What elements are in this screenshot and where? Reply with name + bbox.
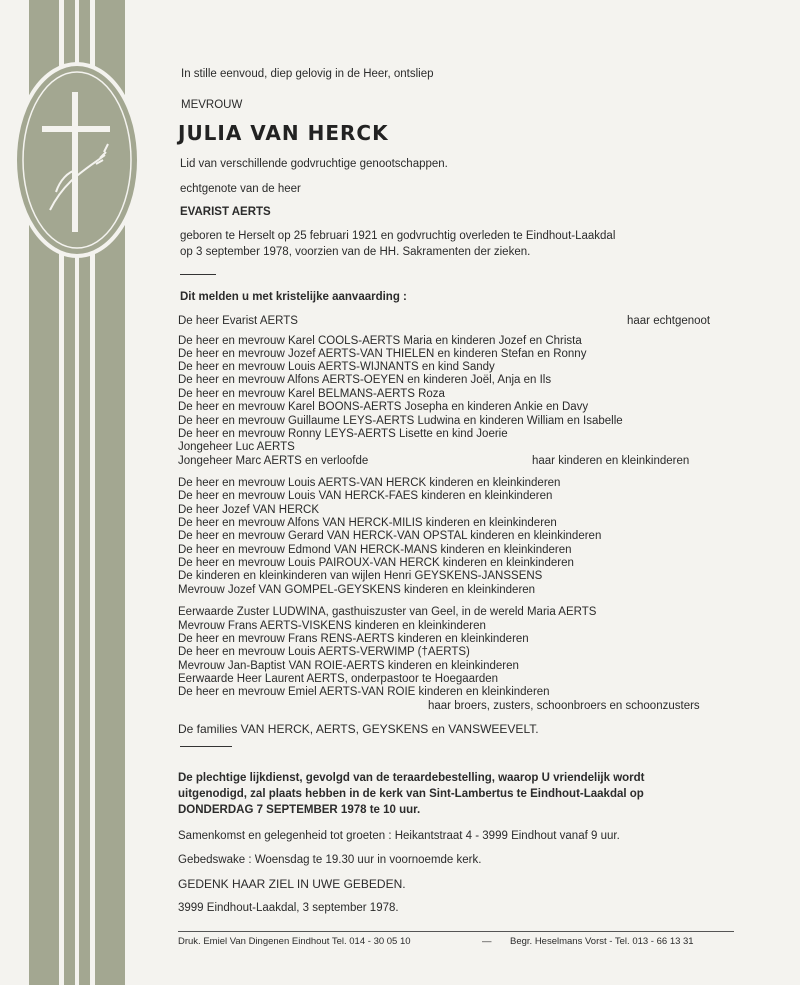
list-item: De heer en mevrouw Alfons VAN HERCK-MILIS kinderen en kleinkinderen: [178, 517, 557, 529]
list-item: De heer en mevrouw Louis AERTS-VERWIMP (†AERTS): [178, 646, 470, 658]
list-item: De heer en mevrouw Karel BOONS-AERTS Josepha en kinderen Ankie en Davy: [178, 401, 589, 413]
list-item: Mevrouw Jan-Baptist VAN ROIE-AERTS kinderen en kleinkinderen: [178, 660, 519, 672]
list-item: De heer Jozef VAN HERCK: [178, 504, 320, 516]
memorial-medallion: [10, 60, 145, 260]
remember-line: GEDENK HAAR ZIEL IN UWE GEBEDEN.: [178, 877, 406, 891]
list-item: Jongeheer Marc AERTS en verloofde: [178, 455, 369, 467]
husband-name: De heer Evarist AERTS: [178, 315, 298, 327]
announcement-heading: Dit melden u met kristelijke aanvaarding :: [180, 291, 407, 303]
title-prefix: MEVROUW: [181, 99, 243, 111]
families-line: De families VAN HERCK, AERTS, GEYSKENS en VANSWEEVELT.: [178, 722, 539, 736]
list-item: De heer en mevrouw Louis AERTS-WIJNANTS en kind Sandy: [178, 361, 495, 373]
footer-funeral-home: Begr. Heselmans Vorst - Tel. 013 - 66 13 31: [510, 936, 694, 947]
list-item: Jongeheer Luc AERTS: [178, 441, 295, 453]
footer-dash: —: [482, 936, 492, 947]
list-item: De heer en mevrouw Louis PAIROUX-VAN HERCK kinderen en kleinkinderen: [178, 557, 574, 569]
divider: [180, 274, 216, 275]
footer-printer: Druk. Emiel Van Dingenen Eindhout Tel. 014 - 30 05 10: [178, 936, 411, 947]
spouse-intro: echtgenote van de heer: [180, 183, 301, 195]
list-item: De heer en mevrouw Edmond VAN HERCK-MANS kinderen en kleinkinderen: [178, 544, 572, 556]
list-item: De heer en mevrouw Louis VAN HERCK-FAES kinderen en kleinkinderen: [178, 490, 553, 502]
list-item: Eerwaarde Heer Laurent AERTS, onderpastoor te Hoegaarden: [178, 673, 499, 685]
service-line-2: uitgenodigd, zal plaats hebben in de kerk van Sint-Lambertus te Eindhout-Laakdal op: [178, 788, 644, 800]
service-line-1: De plechtige lijkdienst, gevolgd van de teraardebestelling, waarop U vriendelijk wordt: [178, 772, 645, 784]
service-line-3: DONDERDAG 7 SEPTEMBER 1978 te 10 uur.: [178, 804, 421, 816]
membership-line: Lid van verschillende godvruchtige genootschappen.: [180, 158, 448, 170]
children-role: haar kinderen en kleinkinderen: [532, 455, 690, 467]
place-date: 3999 Eindhout-Laakdal, 3 september 1978.: [178, 902, 399, 914]
divider: [180, 746, 232, 747]
list-item: De heer en mevrouw Guillaume LEYS-AERTS Ludwina en kinderen William en Isabelle: [178, 415, 623, 427]
spouse-name: EVARIST AERTS: [180, 206, 271, 218]
birth-line-1: geboren te Herselt op 25 februari 1921 en godvruchtig overleden te Eindhout-Laakdal: [180, 230, 616, 242]
list-item: De heer en mevrouw Karel BELMANS-AERTS Roza: [178, 388, 445, 400]
footer-divider: [178, 931, 734, 932]
list-item: De heer en mevrouw Jozef AERTS-VAN THIELEN en kinderen Stefan en Ronny: [178, 348, 587, 360]
list-item: De heer en mevrouw Frans RENS-AERTS kinderen en kleinkinderen: [178, 633, 529, 645]
in-laws-role: haar broers, zusters, schoonbroers en schoonzusters: [428, 700, 700, 712]
list-item: De heer en mevrouw Louis AERTS-VAN HERCK kinderen en kleinkinderen: [178, 477, 561, 489]
birth-line-2: op 3 september 1978, voorzien van de HH. Sakramenten der zieken.: [180, 246, 531, 258]
deceased-name: JULIA VAN HERCK: [178, 121, 389, 145]
list-item: Eerwaarde Zuster LUDWINA, gasthuiszuster van Geel, in de wereld Maria AERTS: [178, 606, 597, 618]
list-item: De kinderen en kleinkinderen van wijlen Henri GEYSKENS-JANSSENS: [178, 570, 543, 582]
intro-line: In stille eenvoud, diep gelovig in de Heer, ontsliep: [181, 68, 434, 80]
list-item: De heer en mevrouw Emiel AERTS-VAN ROIE kinderen en kleinkinderen: [178, 686, 550, 698]
list-item: De heer en mevrouw Karel COOLS-AERTS Maria en kinderen Jozef en Christa: [178, 335, 582, 347]
list-item: Mevrouw Frans AERTS-VISKENS kinderen en kleinkinderen: [178, 620, 486, 632]
gathering-line: Samenkomst en gelegenheid tot groeten : Heikantstraat 4 - 3999 Eindhout vanaf 9 uur.: [178, 830, 620, 842]
list-item: De heer en mevrouw Ronny LEYS-AERTS Lisette en kind Joerie: [178, 428, 508, 440]
list-item: Mevrouw Jozef VAN GOMPEL-GEYSKENS kinderen en kleinkinderen: [178, 584, 536, 596]
husband-role: haar echtgenoot: [627, 315, 711, 327]
list-item: De heer en mevrouw Alfons AERTS-OEYEN en kinderen Joël, Anja en Ils: [178, 374, 552, 386]
wake-line: Gebedswake : Woensdag te 19.30 uur in voornoemde kerk.: [178, 854, 482, 866]
list-item: De heer en mevrouw Gerard VAN HERCK-VAN OPSTAL kinderen en kleinkinderen: [178, 530, 602, 542]
